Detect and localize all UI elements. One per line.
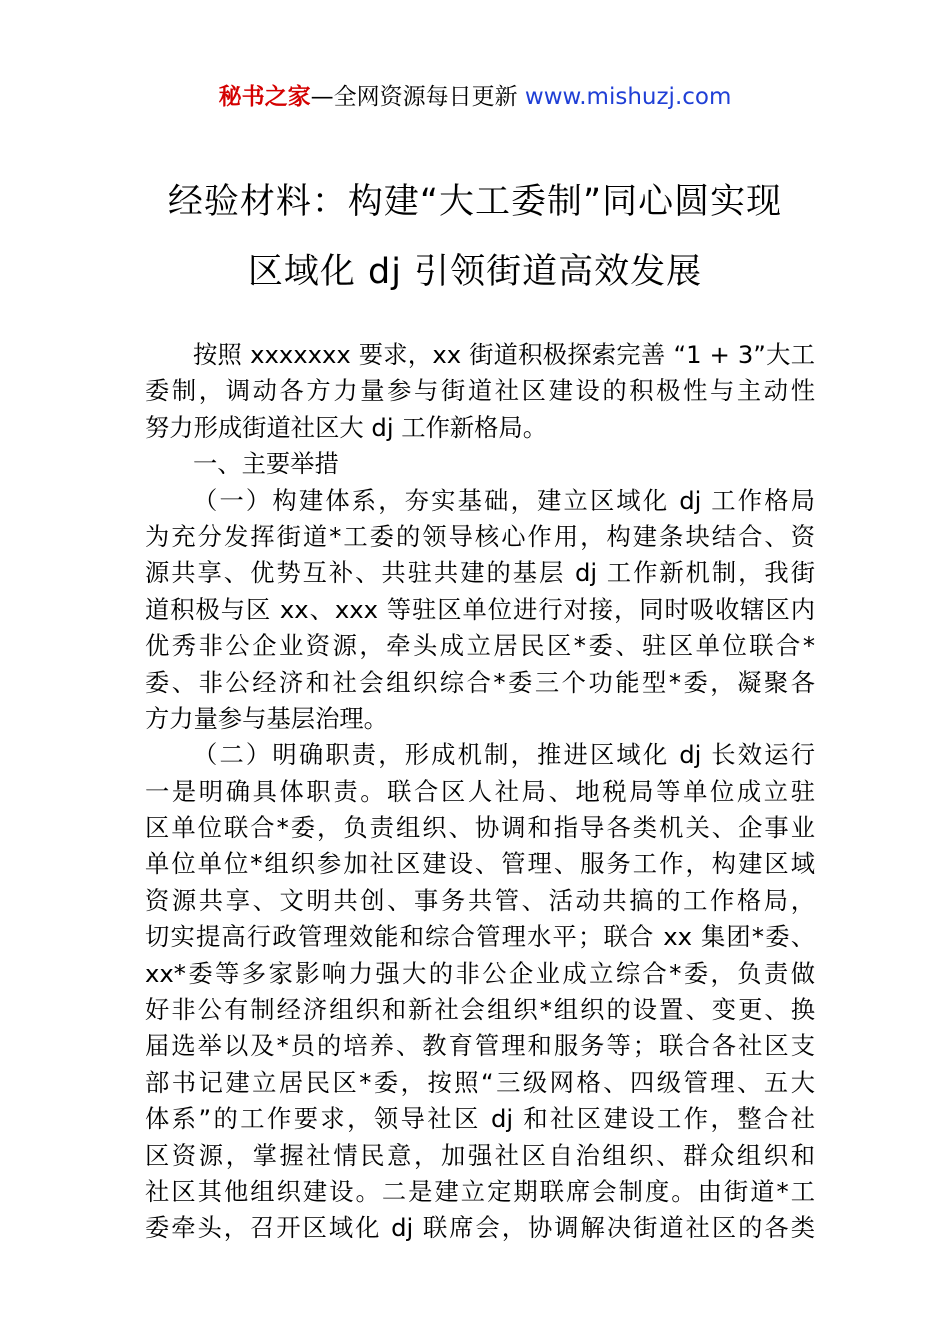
subsection-heading: （二）明确职责，形成机制，推进区域化 dj 长效运行: [193, 740, 815, 770]
site-brand: 秘书之家: [218, 84, 311, 110]
body-line: 委、非公经济和社会组织综合*委三个功能型*委，凝聚各: [145, 667, 815, 697]
document-title-line-2: 区域化 dj 引领街道高效发展: [247, 252, 703, 292]
body-line: 源共享、优势互补、共驻共建的基层 dj 工作新机制，我街: [145, 558, 815, 588]
body-line: 委制，调动各方力量参与街道社区建设的积极性与主动性: [145, 376, 815, 406]
body-line: 努力形成街道社区大 dj 工作新格局。: [145, 412, 548, 442]
body-line: 按照 xxxxxxx 要求，xx 街道积极探索完善 “1 + 3”大工: [193, 340, 815, 369]
body-line: 委牵头，召开区域化 dj 联席会，协调解决街道社区的各类: [145, 1213, 815, 1243]
body-line: 优秀非公企业资源，牵头成立居民区*委、驻区单位联合*: [145, 631, 815, 661]
section-heading: 一、主要举措: [193, 449, 339, 479]
body-line: 体系”的工作要求，领导社区 dj 和社区建设工作，整合社: [145, 1104, 815, 1134]
body-line: 资源共享、文明共创、事务共管、活动共搞的工作格局，: [145, 885, 815, 915]
site-tagline: —全网资源每日更新: [310, 84, 525, 110]
site-header: [0, 80, 950, 114]
document-title-line-1: 经验材料：构建“大工委制”同心圆实现: [167, 182, 783, 222]
body-line: 部书记建立居民区*委，按照“三级网格、四级管理、五大: [145, 1067, 815, 1097]
site-url-link[interactable]: www.mishuzj.com: [524, 84, 732, 110]
body-line: 为充分发挥街道*工委的领导核心作用，构建条块结合、资: [145, 521, 815, 551]
body-line: 区资源，掌握社情民意，加强社区自治组织、群众组织和: [145, 1140, 815, 1170]
body-line: 方力量参与基层治理。: [145, 703, 388, 733]
body-line: 道积极与区 xx、xxx 等驻区单位进行对接，同时吸收辖区内: [145, 594, 815, 624]
subsection-heading: （一）构建体系，夯实基础，建立区域化 dj 工作格局: [193, 485, 815, 515]
body-line: 区单位联合*委，负责组织、协调和指导各类机关、企事业: [145, 813, 815, 843]
document-body: [145, 337, 815, 1247]
body-line: 单位单位*组织参加社区建设、管理、服务工作，构建区域: [145, 849, 815, 879]
body-line: 一是明确具体职责。联合区人社局、地税局等单位成立驻: [145, 776, 815, 806]
body-line: 好非公有制经济组织和新社会组织*组织的设置、变更、换: [145, 995, 815, 1025]
body-line: 社区其他组织建设。二是建立定期联席会制度。由街道*工: [145, 1176, 815, 1206]
body-line: 切实提高行政管理效能和综合管理水平；联合 xx 集团*委、: [145, 922, 815, 952]
body-line: 届选举以及*员的培养、教育管理和服务等；联合各社区支: [145, 1031, 815, 1061]
body-line: xx*委等多家影响力强大的非公企业成立综合*委，负责做: [145, 958, 815, 988]
